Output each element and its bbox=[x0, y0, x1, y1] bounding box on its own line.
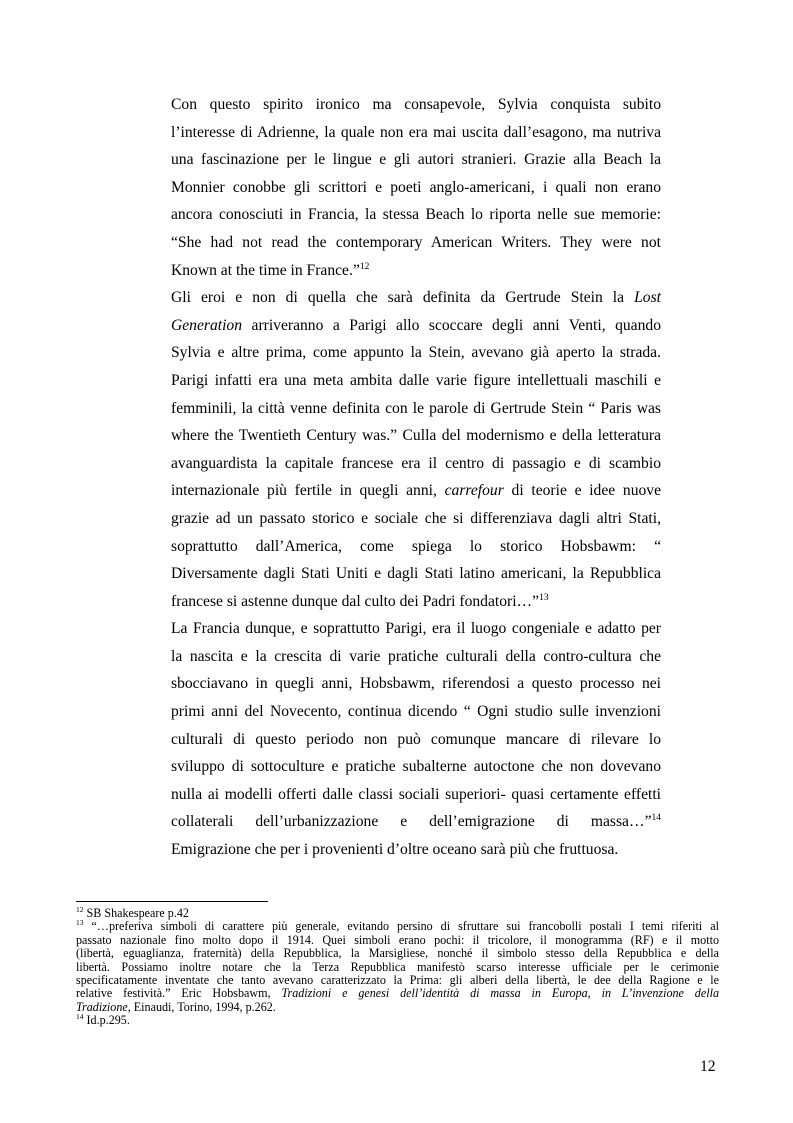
text-line: internazionale più fertile in quegli anni, carrefour di teorie e idee nuove bbox=[171, 482, 662, 500]
italic-term: Lost bbox=[634, 289, 661, 307]
text-line: femminili, la città venne definita con le parole di Gertrude Stein “ Paris was bbox=[171, 399, 661, 417]
text-line: la nascita e la crescita di varie pratiche culturali della contro-cultura che bbox=[171, 647, 661, 665]
text-line: Diversamente dagli Stati Uniti e dagli Stati latino americani, la Repubblica bbox=[171, 565, 661, 583]
text-line: Sylvia e altre prima, come appunto la Stein, avevano già aperto la strada. bbox=[171, 344, 661, 362]
footnote-14: $^{14}$ Id.p.295. bbox=[76, 1012, 130, 1028]
text-line: Con questo spirito ironico ma consapevole, Sylvia conquista subito bbox=[171, 96, 661, 113]
footnotes bbox=[76, 904, 719, 1028]
text-line: La Francia dunque, e soprattutto Parigi, era il luogo congeniale e adatto per bbox=[171, 620, 661, 638]
footnote-13-line: Tradizione, Einaudi, Torino, 1994, p.262. bbox=[76, 999, 276, 1014]
text-line: culturali di questo periodo non può comunque mancare di rilevare lo bbox=[171, 730, 661, 748]
text-line: Generation arriveranno a Parigi allo scoccare degli anni Venti, quando bbox=[171, 316, 661, 334]
text-line: francese si astenne dunque dal culto dei Padri fondatori…”$^{13}$ bbox=[171, 592, 549, 610]
text-line: Parigi infatti era una meta ambita dalle varie figure intellettuali maschili e bbox=[171, 371, 661, 389]
text-line: Emigrazione che per i provenienti d’oltre oceano sarà più che fruttuosa. bbox=[171, 841, 619, 859]
footnote-13-line: specificatamente inventate che tanto avevano caratterizzato la Prima: gli alberi della libertà, le dee della Ragione e le bbox=[76, 972, 719, 987]
footnote-mark: 14 bbox=[76, 1012, 84, 1022]
text-line: una fascinazione per le lingue e gli autori stranieri. Grazie alla Beach la bbox=[171, 151, 661, 169]
text-line: grazie ad un passato storico e sociale che si differenziava dagli altri Stati, bbox=[171, 509, 661, 527]
text-line: l’interesse di Adrienne, la quale non era mai uscita dall’esagono, ma nutriva bbox=[171, 123, 661, 141]
text-line: sviluppo di sottoculture e pratiche subalterne autoctone che non dovevano bbox=[171, 758, 661, 776]
text-line: sbocciavano in quegli anni, Hobsbawm, riferendosi a questo processo nei bbox=[171, 675, 661, 693]
page-number: 12 bbox=[700, 1058, 716, 1075]
text-line: collaterali dell’urbanizzazione e dell’emigrazione di massa…”$^{14}$ bbox=[171, 813, 661, 831]
footnote-13-line: libertà. Possiamo inoltre notare che la Terza Repubblica manifestò scarso interesse ufficiale per le cerimonie bbox=[76, 959, 719, 974]
footnote-ref: 13 bbox=[539, 592, 549, 603]
italic-term: Generation bbox=[171, 316, 243, 334]
footnote-mark: 13 bbox=[76, 918, 84, 928]
footnote-13: $^{13}$ “…preferiva simboli di carattere più generale, evitando persino di sfruttare sui francobolli postali I temi riferiti al bbox=[76, 918, 719, 934]
footnote-12: $^{12}$ SB Shakespeare p.42 bbox=[76, 904, 189, 920]
text-line: where the Twentieth Century was.” Culla del modernismo e della letteratura bbox=[171, 427, 661, 445]
footnote-13-line: relative festività.” Eric Hobsbawm, Tradizioni e genesi dell’identità di massa in Europa, in L’invenzione della bbox=[76, 986, 719, 1001]
footnote-separator bbox=[76, 901, 268, 902]
footnote-13-line: (libertà, eguaglianza, fraternità) della Repubblica, la Marsigliese, nonché il simbolo stesso della Repubblica e della bbox=[76, 946, 719, 961]
body-text bbox=[171, 91, 661, 864]
text-line: “She had not read the contemporary American Writers. They were not bbox=[171, 233, 661, 251]
text-line: primi anni del Novecento, continua dicendo “ Ogni studio sulle invenzioni bbox=[171, 703, 661, 721]
text-line: Gli eroi e non di quella che sarà definita da Gertrude Stein la Lost bbox=[171, 289, 661, 307]
book-title: Tradizione bbox=[76, 999, 128, 1014]
text-line: avanguardista la capitale francese era il centro di passagio e di scambio bbox=[171, 454, 661, 472]
text-line: soprattutto dall’America, come spiega lo storico Hobsbawm: “ bbox=[171, 537, 661, 555]
book-title: Tradizioni e genesi dell’identità di massa in Europa, in L’invenzione della bbox=[281, 986, 719, 1001]
footnote-13-line: passato nazionale fino molto dopo il 1914. Quei simboli erano pochi: il tricolore, il monogramma (RF) e il motto bbox=[76, 932, 719, 947]
text-line: Known at the time in France.”$^{12}$ bbox=[171, 261, 370, 279]
text-line: ancora conosciuti in Francia, la stessa Beach lo riporta nelle sue memorie: bbox=[171, 206, 661, 224]
footnote-mark: 12 bbox=[76, 904, 84, 914]
text-line: nulla ai modelli offerti dalle classi sociali superiori- quasi certamente effetti bbox=[171, 785, 661, 803]
text-line: Monnier conobbe gli scrittori e poeti anglo-americani, i quali non erano bbox=[171, 178, 661, 196]
footnote-ref: 12 bbox=[359, 261, 370, 272]
italic-term: carrefour bbox=[444, 482, 504, 500]
footnote-ref: 14 bbox=[651, 813, 661, 824]
